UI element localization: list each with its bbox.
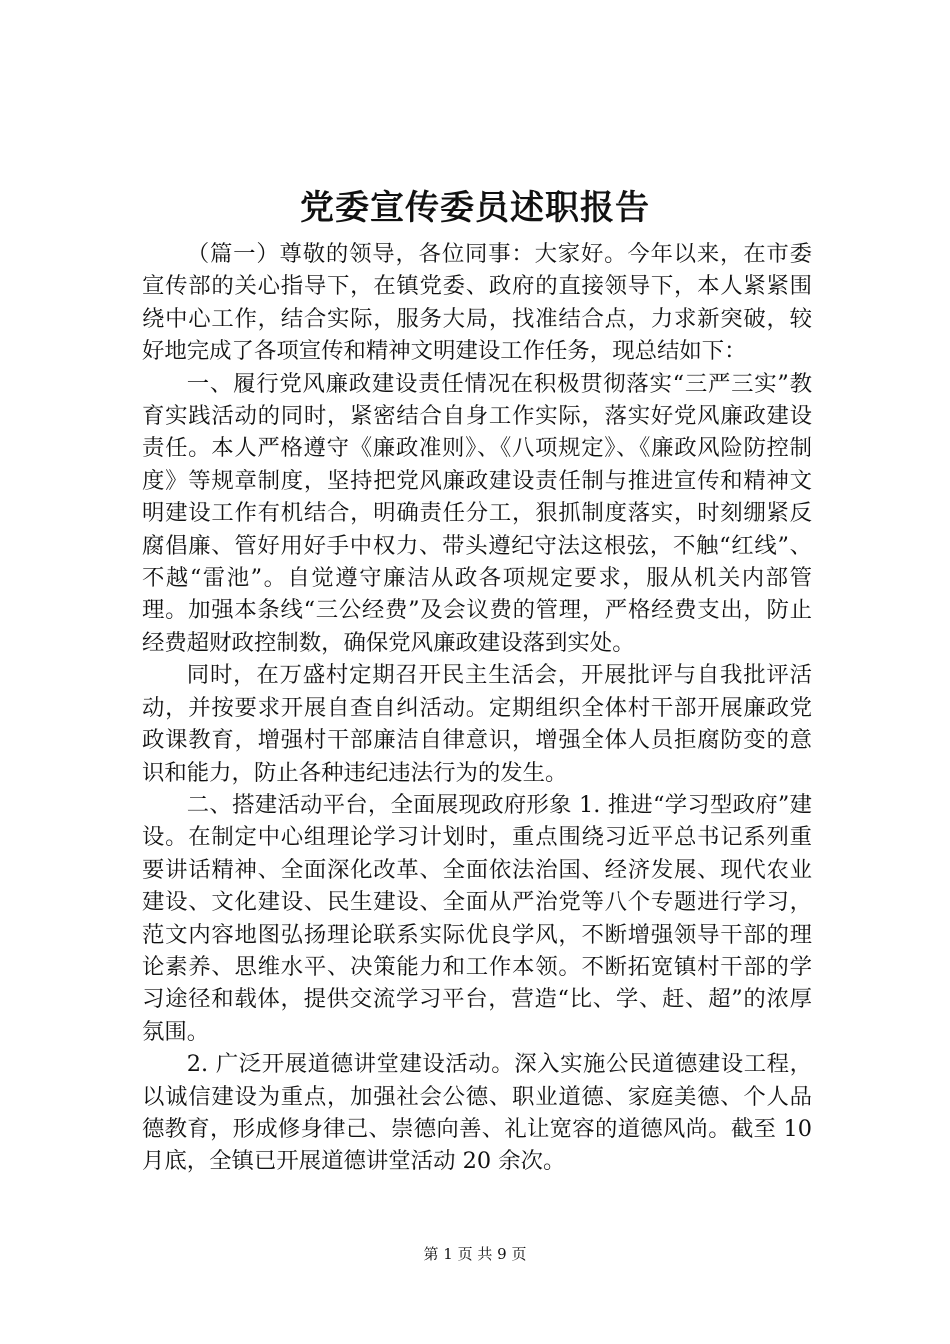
- page-number-footer: 第 1 页 共 9 页: [423, 1245, 527, 1263]
- paragraph-section-2-item-2: 2. 广泛开展道德讲堂建设活动。深入实施公民道德建设工程，以诚信建设为重点，加强社会公德、职业道德、家庭美德、个人品德教育，形成修身律己、崇德向善、礼让宽容的道德风尚。截至 10 月底，全镇已开展道德讲堂活动 20 余次。: [142, 1051, 812, 1175]
- document-title: 党委宣传委员述职报告: [300, 188, 650, 228]
- paragraph-section-1-continued: 同时，在万盛村定期召开民主生活会，开展批评与自我批评活动，并按要求开展自查自纠活动。定期组织全体村干部开展廉政党政课教育，增强村干部廉洁自律意识，增强全体人员拒腐防变的意识和能力，防止各种违纪违法行为的发生。: [142, 662, 812, 786]
- document-body: [142, 238, 812, 1178]
- paragraph-section-1: 一、履行党风廉政建设责任情况在积极贯彻落实“三严三实”教育实践活动的同时，紧密结合自身工作实际，落实好党风廉政建设责任。本人严格遵守《廉政准则》、《八项规定》、《廉政风险防控制度》等规章制度，坚持把党风廉政建设责任制与推进宣传和精神文明建设工作有机结合，明确责任分工，狠抓制度落实，时刻绷紧反腐倡廉、管好用好手中权力、带头遵纪守法这根弦，不触“红线”、不越“雷池”。自觉遵守廉洁从政各项规定要求，服从机关内部管理。加强本条线“三公经费”及会议费的管理，严格经费支出，防止经费超财政控制数，确保党风廉政建设落到实处。: [142, 370, 812, 656]
- paragraph-section-2: 二、搭建活动平台，全面展现政府形象 1. 推进“学习型政府”建设。在制定中心组理论学习计划时，重点围绕习近平总书记系列重要讲话精神、全面深化改革、全面依法治国、经济发展、现代农业建设、文化建设、民生建设、全面从严治党等八个专题进行学习，范文内容地图弘扬理论联系实际优良学风，不断增强领导干部的理论素养、思维水平、决策能力和工作本领。不断拓宽镇村干部的学习途径和载体，提供交流学习平台，营造“比、学、赶、超”的浓厚氛围。: [142, 791, 812, 1045]
- paragraph-intro: （篇一）尊敬的领导，各位同事：大家好。今年以来，在市委宣传部的关心指导下，在镇党委、政府的直接领导下，本人紧紧围绕中心工作，结合实际，服务大局，找准结合点，力求新突破，较好地完成了各项宣传和精神文明建设工作任务，现总结如下：: [142, 241, 812, 365]
